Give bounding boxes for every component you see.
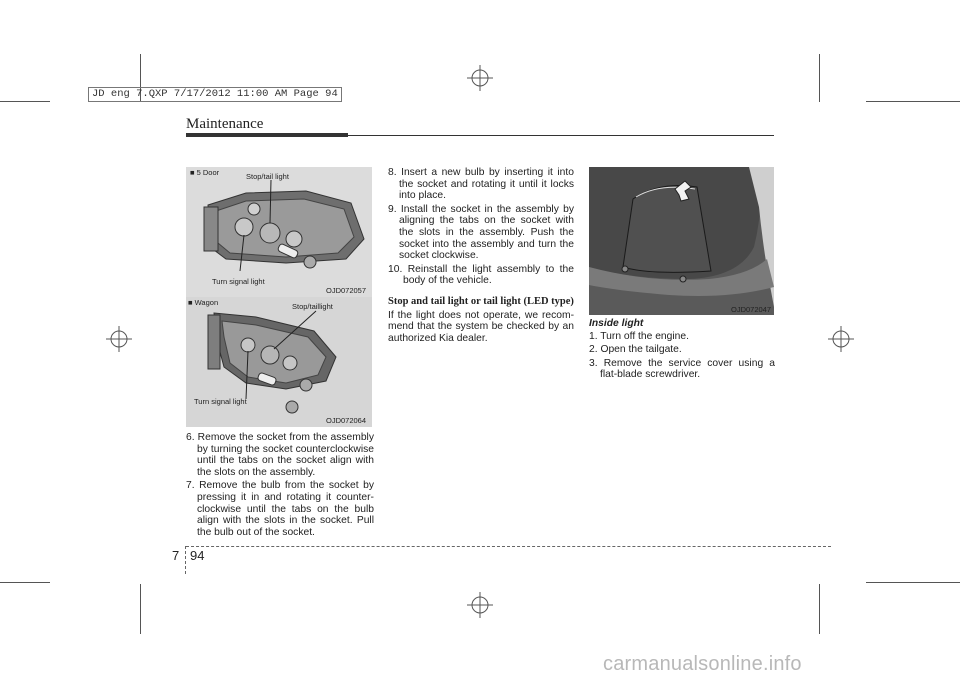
subheading-led: Stop and tail light or tail light (LED type): [388, 295, 574, 307]
figure-service-cover: [589, 167, 774, 315]
figure-wagon-tail-lamp: [186, 297, 372, 427]
watermark: carmanualsonline.info: [603, 653, 802, 675]
inside-step-3: 3. Remove the service cover using a flat-blade screwdriver.: [589, 357, 775, 381]
inside-step-1: 1. Turn off the engine.: [589, 330, 689, 342]
figure-code: OJD072057: [326, 286, 367, 295]
footer-rule: [186, 546, 831, 547]
page-number: 94: [190, 548, 205, 563]
registration-mark-icon: [467, 592, 493, 618]
tail-lamp-wagon-icon: [186, 297, 372, 427]
header-rule-thick: [186, 133, 348, 137]
left-column: [186, 432, 374, 540]
step-7: 7. Remove the bulb from the socket by pressing it in and rotating it counter-clockwise until the tabs on the bulb align with the slots in the socket. Pull the bulb out of the socket.: [186, 480, 374, 538]
fig-tag-5-door-text: 5 Door: [196, 168, 220, 177]
registration-mark-icon: [467, 65, 493, 91]
label-turn-signal-light: Turn signal light: [212, 277, 265, 286]
step-8: 8. Insert a new bulb by inserting it into the socket and rotating it until it locks into place.: [388, 167, 574, 202]
crop-mark: [819, 584, 820, 634]
label-stop-tail-light: Stop/tail light: [246, 172, 289, 181]
crop-mark: [866, 101, 960, 102]
figure-5-door-tail-lamp: [186, 167, 372, 297]
registration-mark-icon: [106, 326, 132, 352]
crop-mark: [140, 584, 141, 634]
registration-mark-icon: [828, 326, 854, 352]
section-title: Maintenance: [186, 116, 264, 132]
fig-tag-5-door: ■ 5 Door: [190, 168, 220, 177]
inside-light-heading: Inside light: [589, 318, 644, 329]
step-10: 10. Reinstall the light assembly to the body of the vehicle.: [388, 263, 574, 287]
figure-code: OJD072047: [731, 305, 772, 314]
header-rule-thin: [348, 135, 774, 136]
crop-mark: [0, 582, 50, 583]
figure-code: OJD072064: [326, 416, 367, 425]
step-9: 9. Install the socket in the assembly by aligning the tabs on the socket with the slots in the assembly. Push the socket into the assembly and turn the socket clockwise.: [388, 203, 574, 262]
footer-divider: [185, 546, 186, 574]
service-cover-icon: [589, 167, 774, 315]
step-6: 6. Remove the socket from the assembly by turning the socket counterclockwise until the tabs on the socket align with the slots on the assembly.: [186, 432, 374, 478]
crop-mark: [0, 101, 50, 102]
led-paragraph: If the light does not operate, we recom-mend that the system be checked by an authorized Kia dealer.: [388, 309, 574, 344]
fig-tag-wagon-text: Wagon: [194, 298, 219, 307]
chapter-number: 7: [172, 548, 180, 563]
middle-column: [388, 167, 574, 344]
label-turn-signal-light: Turn signal light: [194, 397, 247, 406]
fig-tag-wagon: ■ Wagon: [188, 298, 219, 307]
right-column: [589, 318, 775, 383]
inside-step-2: 2. Open the tailgate.: [589, 344, 682, 356]
label-stop-taillight: Stop/taillight: [292, 302, 333, 311]
crop-mark: [866, 582, 960, 583]
crop-mark: [819, 54, 820, 102]
print-slug: JD eng 7.QXP 7/17/2012 11:00 AM Page 94: [88, 87, 342, 102]
